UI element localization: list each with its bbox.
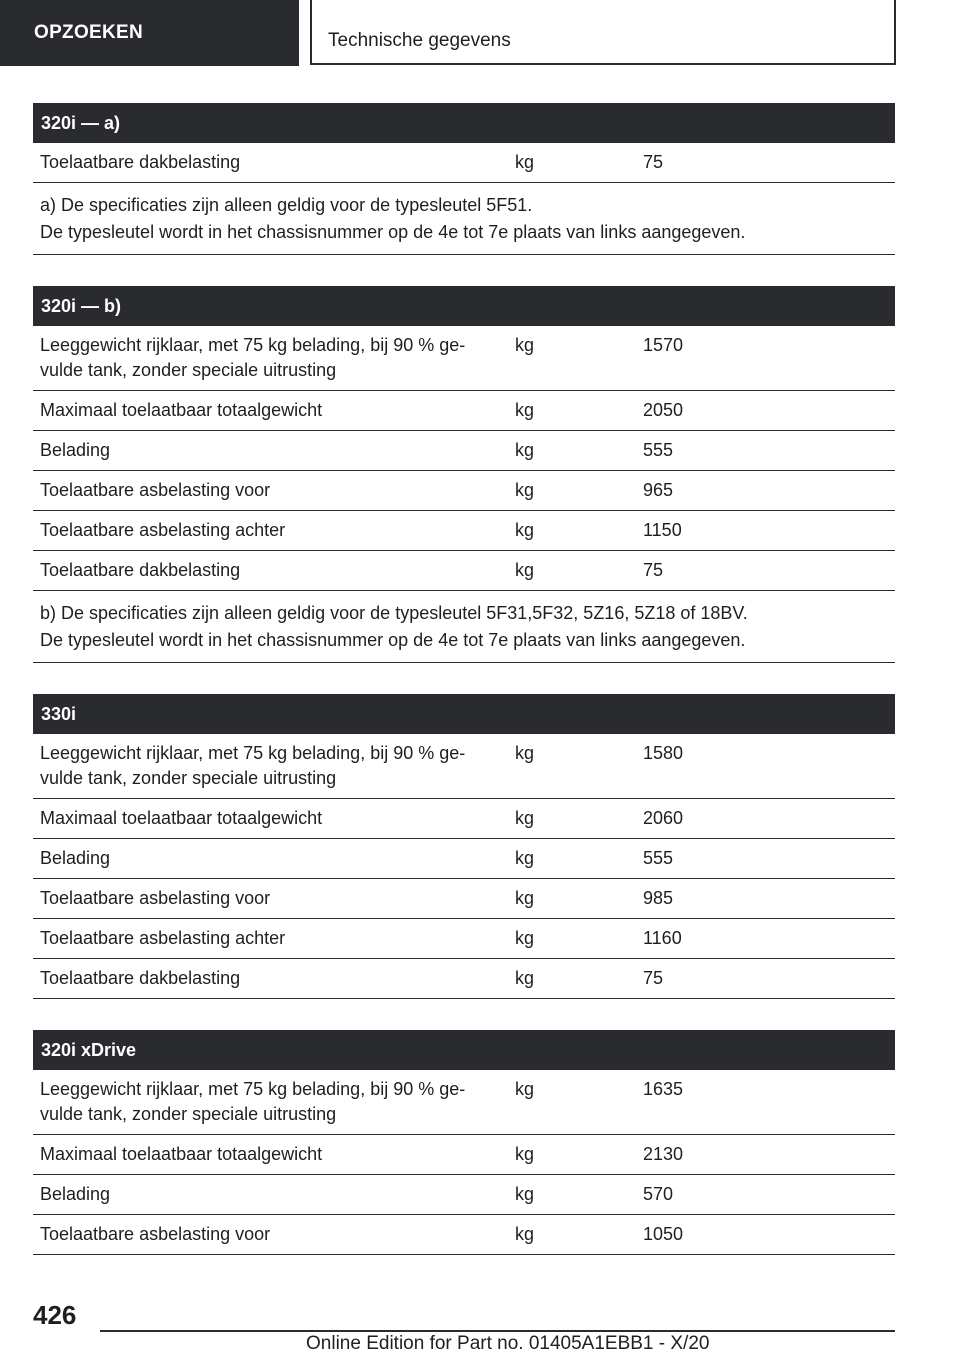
spec-table-title: 320i xDrive: [33, 1030, 895, 1070]
table-row: [33, 959, 895, 999]
spec-unit: kg: [508, 471, 636, 511]
spec-table: [33, 1030, 895, 1255]
spec-label: Maximaal toelaatbaar totaalgewicht: [33, 1135, 508, 1175]
spec-value: 2130: [636, 1135, 895, 1175]
spec-value: 555: [636, 839, 895, 879]
footer-divider: [100, 1330, 895, 1332]
table-row: [33, 511, 895, 551]
spec-table: [33, 103, 895, 255]
table-row: [33, 839, 895, 879]
spec-value: 965: [636, 471, 895, 511]
spec-unit: kg: [508, 143, 636, 183]
spec-label: Belading: [33, 431, 508, 471]
spec-label: Belading: [33, 1175, 508, 1215]
spec-value: 75: [636, 959, 895, 999]
spec-value: 570: [636, 1175, 895, 1215]
table-row: [33, 1215, 895, 1255]
spec-value: 1635: [636, 1070, 895, 1135]
edition-note: Online Edition for Part no. 01405A1EBB1 - X/20: [306, 1333, 710, 1354]
spec-unit: kg: [508, 879, 636, 919]
footnote-row: [33, 591, 895, 663]
spec-label: Toelaatbare asbelasting achter: [33, 511, 508, 551]
footnote-line: De typesleutel wordt in het chassisnummer op de 4e tot 7e plaats van links aangegeven.: [40, 630, 746, 650]
table-row: [33, 734, 895, 799]
spec-unit: kg: [508, 326, 636, 391]
page-footer: [0, 1290, 960, 1362]
spec-value: 2050: [636, 391, 895, 431]
spec-value: 1580: [636, 734, 895, 799]
spec-label: Belading: [33, 839, 508, 879]
spec-value: 1570: [636, 326, 895, 391]
spec-unit: kg: [508, 431, 636, 471]
table-row: [33, 799, 895, 839]
spec-table-title: 330i: [33, 694, 895, 734]
spec-unit: kg: [508, 839, 636, 879]
spec-table: [33, 286, 895, 663]
table-row: [33, 431, 895, 471]
table-row: [33, 1175, 895, 1215]
spec-table-title: 320i — a): [33, 103, 895, 143]
spec-unit: kg: [508, 959, 636, 999]
spec-value: 1150: [636, 511, 895, 551]
spec-label: Maximaal toelaatbaar totaalgewicht: [33, 799, 508, 839]
spec-unit: kg: [508, 391, 636, 431]
table-row: [33, 1070, 895, 1135]
spec-unit: kg: [508, 799, 636, 839]
table-row: [33, 919, 895, 959]
spec-value: 75: [636, 551, 895, 591]
spec-label: Toelaatbare asbelasting achter: [33, 919, 508, 959]
table-row: [33, 471, 895, 511]
footnote-line: b) De specificaties zijn alleen geldig voor de typesleutel 5F31,5F32, 5Z16, 5Z18 of 18BV.: [40, 603, 748, 623]
table-row: [33, 143, 895, 183]
chapter-title: Technische gegevens: [310, 0, 896, 65]
spec-unit: kg: [508, 1070, 636, 1135]
spec-value: 2060: [636, 799, 895, 839]
spec-table-title: 320i — b): [33, 286, 895, 326]
table-row: [33, 551, 895, 591]
spec-value: 985: [636, 879, 895, 919]
page-header: [0, 0, 960, 66]
spec-unit: kg: [508, 734, 636, 799]
spec-table: [33, 694, 895, 999]
spec-unit: kg: [508, 511, 636, 551]
table-row: [33, 391, 895, 431]
spec-unit: kg: [508, 551, 636, 591]
spec-unit: kg: [508, 1215, 636, 1255]
spec-label: Leeggewicht rijklaar, met 75 kg belading, bij 90 % ge- vulde tank, zonder speciale uitrusting: [33, 734, 508, 799]
table-row: [33, 1135, 895, 1175]
spec-label: Toelaatbare dakbelasting: [33, 143, 508, 183]
spec-unit: kg: [508, 1175, 636, 1215]
table-row: [33, 326, 895, 391]
footnote: [33, 591, 895, 663]
spec-label: Toelaatbare asbelasting voor: [33, 471, 508, 511]
spec-label: Toelaatbare dakbelasting: [33, 551, 508, 591]
spec-value: 555: [636, 431, 895, 471]
spec-label: Leeggewicht rijklaar, met 75 kg belading, bij 90 % ge- vulde tank, zonder speciale uitrusting: [33, 326, 508, 391]
table-row: [33, 879, 895, 919]
spec-unit: kg: [508, 919, 636, 959]
section-tab: OPZOEKEN: [0, 0, 299, 66]
footnote: [33, 183, 895, 255]
footnote-line: a) De specificaties zijn alleen geldig voor de typesleutel 5F51.: [40, 195, 533, 215]
spec-value: 1050: [636, 1215, 895, 1255]
spec-label: Toelaatbare asbelasting voor: [33, 1215, 508, 1255]
page-number: 426: [33, 1300, 77, 1330]
spec-label: Toelaatbare dakbelasting: [33, 959, 508, 999]
spec-label: Toelaatbare asbelasting voor: [33, 879, 508, 919]
spec-value: 1160: [636, 919, 895, 959]
footnote-line: De typesleutel wordt in het chassisnummer op de 4e tot 7e plaats van links aangegeven.: [40, 222, 746, 242]
spec-unit: kg: [508, 1135, 636, 1175]
spec-label: Maximaal toelaatbaar totaalgewicht: [33, 391, 508, 431]
spec-value: 75: [636, 143, 895, 183]
footnote-row: [33, 183, 895, 255]
spec-label: Leeggewicht rijklaar, met 75 kg belading, bij 90 % ge- vulde tank, zonder speciale uitrusting: [33, 1070, 508, 1135]
spec-content: [33, 103, 895, 1286]
